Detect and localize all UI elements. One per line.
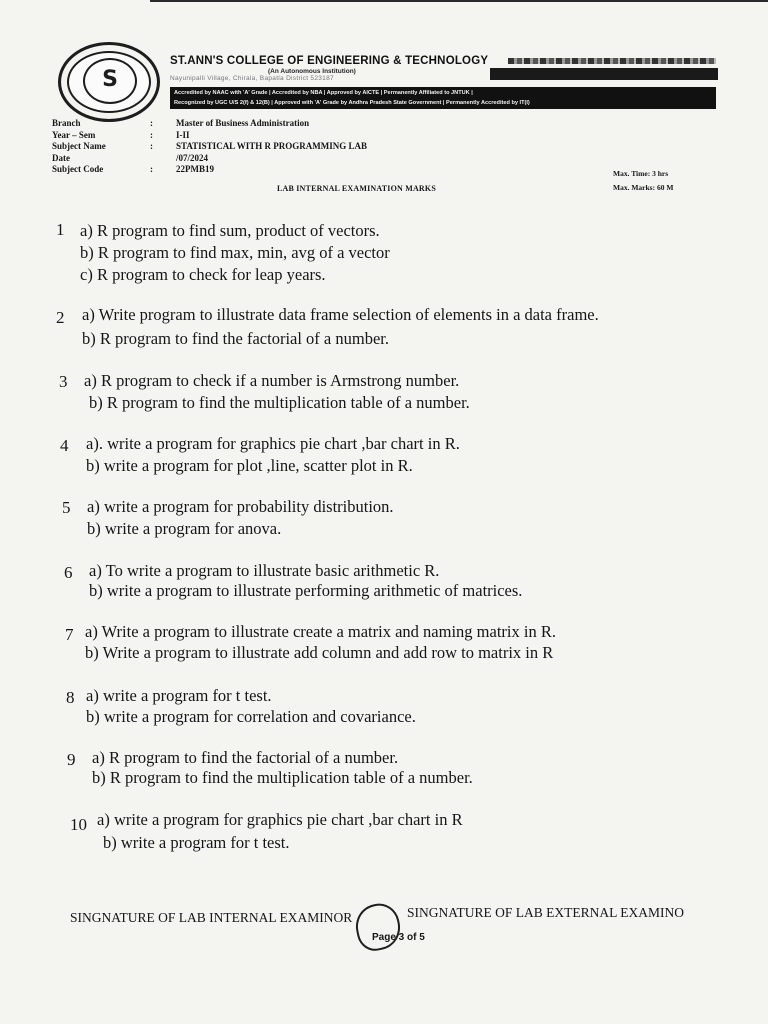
- question-part: c) R program to check for leap years.: [80, 265, 326, 284]
- info-value: 22PMB19: [176, 164, 214, 174]
- handwritten-mark: [352, 900, 405, 954]
- question-number: 9: [67, 750, 76, 769]
- question-part: b) write a program for anova.: [87, 519, 282, 538]
- question-number: 1: [56, 220, 65, 239]
- info-colon: :: [150, 129, 153, 140]
- question-part: b) write a program for correlation and covariance.: [86, 707, 416, 726]
- college-name: ST.ANN'S COLLEGE OF ENGINEERING & TECHNOLOGY: [170, 55, 489, 67]
- accreditation-line-2: Recognized by UGC U/S 2(f) & 12(B) | Approved with 'A' Grade by Andhra Pradesh State Government | Permanently Accredited by IT(I): [174, 100, 530, 106]
- max-marks: Max. Marks: 60 M: [613, 183, 674, 192]
- question-part: b) Write a program to illustrate add column and add row to matrix in R: [85, 643, 554, 662]
- info-colon: :: [150, 164, 153, 174]
- question-part: b) R program to find max, min, avg of a vector: [80, 243, 390, 262]
- accreditation-line-1: Accredited by NAAC with 'A' Grade | Accredited by NBA | Approved by AICTE | Permanently Affiliated to JNTUK |: [174, 90, 473, 96]
- question-part: b) write a program to illustrate performing arithmetic of matrices.: [89, 581, 523, 600]
- question-part: b) R program to find the multiplication table of a number.: [92, 768, 473, 787]
- question-part: a) write a program for probability distribution.: [87, 497, 394, 516]
- question-part: a) write a program for graphics pie chart ,bar chart in R: [97, 810, 463, 829]
- info-value: /07/2024: [176, 152, 209, 163]
- question-part: b) write a program for plot ,line, scatter plot in R.: [86, 456, 413, 475]
- info-colon: :: [150, 118, 153, 128]
- college-address: Nayunipalli Village, Chirala, Bapatla District 523187: [170, 75, 334, 82]
- question-part: a) R program to find the factorial of a number.: [92, 748, 399, 767]
- question-part: b) R program to find the multiplication table of a number.: [89, 393, 470, 412]
- question-part: b) R program to find the factorial of a number.: [82, 329, 389, 348]
- question-part: b) write a program for t test.: [103, 833, 290, 852]
- question-number: 5: [62, 498, 71, 517]
- info-value: I-II: [176, 129, 190, 140]
- question-part: a) Write program to illustrate data frame selection of elements in a data frame.: [82, 305, 599, 324]
- question-part: a). write a program for graphics pie chart ,bar chart in R.: [86, 434, 460, 453]
- question-number: 2: [56, 308, 65, 327]
- question-part: a) R program to find sum, product of vectors.: [80, 221, 380, 240]
- exam-heading: LAB INTERNAL EXAMINATION MARKS: [277, 184, 436, 193]
- info-label: Year – Sem: [52, 129, 96, 140]
- question-number: 10: [70, 815, 87, 834]
- page-number: Page 3 of 5: [372, 932, 425, 943]
- max-time: Max. Time: 3 hrs: [613, 169, 669, 178]
- institution-type: (An Autonomous Institution): [268, 68, 356, 75]
- info-colon: :: [150, 141, 153, 151]
- info-label: Date: [52, 152, 70, 163]
- info-label: Branch: [52, 118, 81, 128]
- question-part: a) write a program for t test.: [86, 686, 272, 705]
- info-label: Subject Code: [52, 164, 104, 174]
- external-examiner-signature: SINGNATURE OF LAB EXTERNAL EXAMINO: [407, 905, 684, 920]
- question-part: a) Write a program to illustrate create a matrix and naming matrix in R.: [85, 622, 556, 641]
- question-part: a) To write a program to illustrate basic arithmetic R.: [89, 561, 440, 580]
- internal-examiner-signature: SINGNATURE OF LAB INTERNAL EXAMINOR: [70, 910, 353, 925]
- question-number: 3: [59, 372, 68, 391]
- logo-emblem-icon: S: [83, 58, 137, 104]
- question-part: a) R program to check if a number is Armstrong number.: [84, 371, 460, 390]
- question-number: 8: [66, 688, 75, 707]
- info-value: Master of Business Administration: [176, 118, 310, 128]
- info-value: STATISTICAL WITH R PROGRAMMING LAB: [176, 141, 368, 151]
- question-number: 7: [65, 625, 74, 644]
- question-number: 6: [64, 563, 73, 582]
- question-number: 4: [60, 436, 69, 455]
- info-label: Subject Name: [52, 141, 106, 151]
